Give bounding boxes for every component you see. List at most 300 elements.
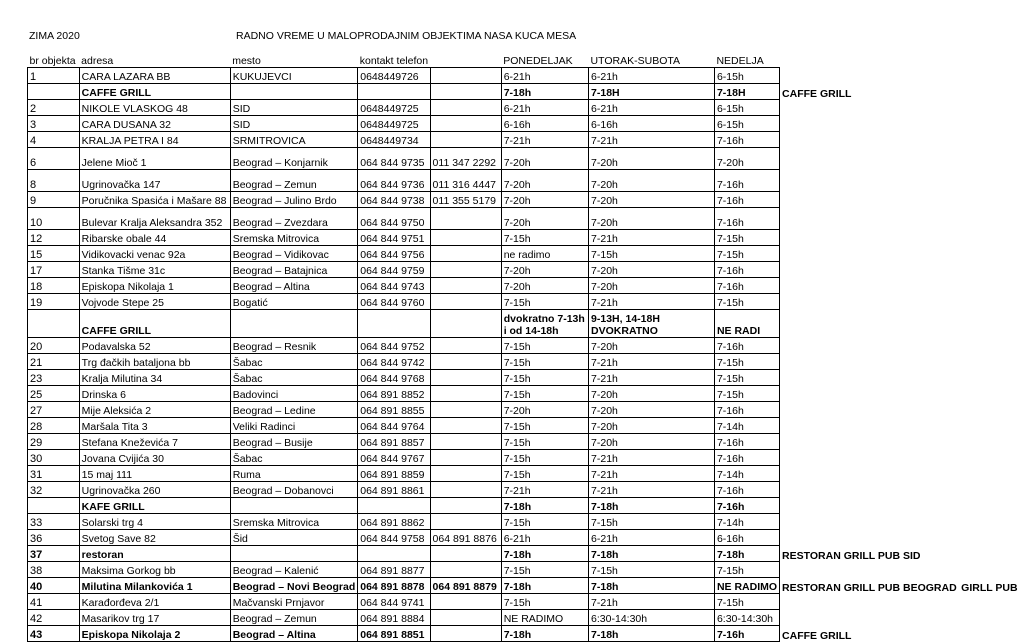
cell-hours-sunday: 7-15h (714, 294, 779, 310)
cell-hours-tue-sat: 6:30-14:30h (589, 610, 715, 626)
cell-phone-secondary: 011 355 5179 (430, 192, 501, 208)
cell-address: NIKOLE VLASKOG 48 (79, 100, 230, 116)
cell-address: Jovana Cvijića 30 (79, 450, 230, 466)
cell-note-extra (959, 148, 1023, 170)
cell-city: Beograd – Vidikovac (230, 246, 358, 262)
cell-store-number: 6 (28, 148, 80, 170)
table-row (28, 246, 1024, 262)
cell-city: Beograd – Zemun (230, 170, 358, 192)
cell-note-extra (959, 192, 1023, 208)
cell-note-extra (959, 294, 1023, 310)
cell-note (780, 370, 960, 386)
cell-hours-sunday: 7-16h (714, 450, 779, 466)
cell-hours-tue-sat: 7-20h (589, 148, 715, 170)
cell-phone-secondary (430, 116, 501, 132)
table-row (28, 626, 1024, 642)
cell-store-number: 33 (28, 514, 80, 530)
cell-note-extra (959, 370, 1023, 386)
cell-phone: 064 844 9742 (358, 354, 430, 370)
cell-hours-monday: 7-21h (501, 482, 588, 498)
cell-hours-tue-sat: 7-15h (589, 246, 715, 262)
season-label: ZIMA 2020 (29, 30, 80, 42)
cell-store-number: 38 (28, 562, 80, 578)
cell-note (780, 116, 960, 132)
cell-hours-tue-sat: 6-16h (589, 116, 715, 132)
cell-hours-tue-sat: 7-15h (589, 514, 715, 530)
cell-note (780, 594, 960, 610)
cell-hours-sunday: NE RADI (714, 310, 779, 338)
cell-note-extra (959, 482, 1023, 498)
cell-hours-monday: 7-15h (501, 386, 588, 402)
cell-hours-sunday: 7-18h (714, 546, 779, 562)
cell-store-number: 25 (28, 386, 80, 402)
cell-hours-tue-sat: 7-20h (589, 434, 715, 450)
cell-phone-secondary (430, 418, 501, 434)
cell-phone (358, 546, 430, 562)
cell-city: Beograd – Julino Brdo (230, 192, 358, 208)
cell-phone: 064 891 8878 (358, 578, 430, 594)
cell-city: Beograd – Konjarnik (230, 148, 358, 170)
table-row (28, 434, 1024, 450)
cell-hours-monday: 6-21h (501, 530, 588, 546)
cell-phone-secondary (430, 278, 501, 294)
cell-phone-secondary (430, 402, 501, 418)
cell-city: Sremska Mitrovica (230, 230, 358, 246)
cell-city: Ruma (230, 466, 358, 482)
cell-phone (358, 84, 430, 100)
cell-hours-tue-sat: 7-21h (589, 482, 715, 498)
cell-note (780, 434, 960, 450)
cell-hours-tue-sat: 7-21h (589, 354, 715, 370)
cell-hours-sunday: 6-15h (714, 68, 779, 84)
cell-hours-monday: 7-21h (501, 132, 588, 148)
cell-address: Poručnika Spasića i Mašare 88 (79, 192, 230, 208)
cell-note-extra (959, 386, 1023, 402)
cell-hours-tue-sat: 7-18h (589, 578, 715, 594)
cell-phone-secondary (430, 386, 501, 402)
col-header: kontakt telefon (359, 55, 429, 67)
cell-phone-secondary (430, 610, 501, 626)
cell-phone: 064 844 9756 (358, 246, 430, 262)
table-row (28, 578, 1024, 594)
cell-city: Beograd – Ledine (230, 402, 358, 418)
table-row (28, 594, 1024, 610)
cell-city: Beograd – Batajnica (230, 262, 358, 278)
cell-hours-sunday: 7-15h (714, 594, 779, 610)
cell-hours-tue-sat: 7-20h (589, 192, 715, 208)
cell-city: Beograd – Altina (230, 278, 358, 294)
cell-phone-secondary (430, 354, 501, 370)
cell-hours-tue-sat: 6-21h (589, 100, 715, 116)
cell-phone-secondary: 064 891 8876 (430, 530, 501, 546)
cell-hours-monday: 7-18h (501, 84, 588, 100)
cell-phone: 064 844 9736 (358, 170, 430, 192)
cell-hours-monday: 7-15h (501, 562, 588, 578)
cell-note-extra (959, 514, 1023, 530)
cell-note-extra (959, 530, 1023, 546)
cell-note (780, 262, 960, 278)
table-row (28, 278, 1024, 294)
cell-phone: 064 844 9752 (358, 338, 430, 354)
cell-hours-sunday: 7-16h (714, 208, 779, 230)
cell-address: Karađorđeva 2/1 (79, 594, 230, 610)
table-row (28, 230, 1024, 246)
cell-store-number: 4 (28, 132, 80, 148)
cell-note-extra (959, 434, 1023, 450)
cell-hours-monday: 6-21h (501, 100, 588, 116)
cell-hours-sunday: 7-16h (714, 132, 779, 148)
cell-address: Drinska 6 (79, 386, 230, 402)
table-row (28, 354, 1024, 370)
cell-hours-monday: 7-20h (501, 278, 588, 294)
cell-phone-secondary (430, 230, 501, 246)
cell-city: KUKUJEVCI (230, 68, 358, 84)
cell-hours-monday: 7-18h (501, 578, 588, 594)
cell-hours-sunday: 7-15h (714, 562, 779, 578)
cell-phone: 064 844 9738 (358, 192, 430, 208)
cell-note-extra (959, 418, 1023, 434)
cell-hours-monday: 7-15h (501, 418, 588, 434)
table-header-row (28, 55, 1024, 68)
cell-hours-monday: 7-15h (501, 434, 588, 450)
cell-note-extra (959, 68, 1023, 84)
cell-hours-sunday: 7-15h (714, 370, 779, 386)
cell-store-number: 43 (28, 626, 80, 642)
cell-phone-secondary (430, 546, 501, 562)
cell-address: CARA DUSANA 32 (79, 116, 230, 132)
cell-phone: 064 844 9758 (358, 530, 430, 546)
cell-note (780, 246, 960, 262)
cell-phone-secondary (430, 482, 501, 498)
cell-city: SID (230, 116, 358, 132)
cell-phone-secondary (430, 450, 501, 466)
cell-address: Milutina Milankovića 1 (79, 578, 230, 594)
cell-city: Bogatić (230, 294, 358, 310)
cell-hours-tue-sat: 6-21h (589, 530, 715, 546)
cell-phone: 064 844 9768 (358, 370, 430, 386)
cell-hours-sunday: 7-15h (714, 386, 779, 402)
cell-store-number: 41 (28, 594, 80, 610)
cell-hours-monday: 7-18h (501, 626, 588, 642)
cell-city (230, 310, 358, 338)
cell-address: Ugrinovačka 147 (79, 170, 230, 192)
table-row (28, 482, 1024, 498)
table-row (28, 450, 1024, 466)
cell-note-extra (959, 278, 1023, 294)
cell-city: Šabac (230, 450, 358, 466)
table-row (28, 466, 1024, 482)
cell-hours-tue-sat: 7-20h (589, 170, 715, 192)
table-row (28, 610, 1024, 626)
table-row (28, 370, 1024, 386)
cell-note-extra: GIRLL PUB (961, 581, 1018, 594)
cell-phone: 064 891 8855 (358, 402, 430, 418)
cell-phone: 0648449726 (358, 68, 430, 84)
cell-note (780, 230, 960, 246)
cell-phone: 064 891 8862 (358, 514, 430, 530)
cell-note-extra (959, 626, 1023, 642)
cell-note (780, 514, 960, 530)
cell-city: Beograd – Novi Beograd (230, 578, 358, 594)
cell-address: Trg đačkih bataljona bb (79, 354, 230, 370)
cell-note (780, 402, 960, 418)
cell-hours-tue-sat: 7-20h (589, 278, 715, 294)
cell-city: Beograd – Busije (230, 434, 358, 450)
table-row (28, 418, 1024, 434)
cell-phone: 064 891 8861 (358, 482, 430, 498)
col-header (430, 55, 501, 68)
cell-store-number: 18 (28, 278, 80, 294)
table-row (28, 116, 1024, 132)
cell-note-extra (959, 208, 1023, 230)
cell-hours-monday: 6-16h (501, 116, 588, 132)
cell-hours-monday: 7-15h (501, 230, 588, 246)
cell-note: RESTORAN GRILL PUB BEOGRAD (782, 581, 957, 594)
cell-note-extra (959, 84, 1023, 100)
cell-address: KAFE GRILL (79, 498, 230, 514)
cell-address: 15 maj 111 (79, 466, 230, 482)
cell-city (230, 84, 358, 100)
cell-hours-sunday: 6-15h (714, 116, 779, 132)
cell-hours-tue-sat: 7-21h (589, 370, 715, 386)
cell-hours-sunday: 7-16h (714, 434, 779, 450)
cell-hours-monday: 7-20h (501, 402, 588, 418)
cell-phone-secondary (430, 294, 501, 310)
cell-phone-secondary: 064 891 8879 (430, 578, 501, 594)
cell-hours-monday: NE RADIMO (501, 610, 588, 626)
cell-note-extra (959, 450, 1023, 466)
cell-note (780, 294, 960, 310)
cell-address: Episkopa Nikolaja 1 (79, 278, 230, 294)
cell-phone-secondary (430, 594, 501, 610)
cell-address: KRALJA PETRA I 84 (79, 132, 230, 148)
cell-address: Masarikov trg 17 (79, 610, 230, 626)
cell-store-number: 28 (28, 418, 80, 434)
cell-hours-sunday: 7-16h (714, 498, 779, 514)
cell-hours-tue-sat: 6-21h (589, 68, 715, 84)
cell-note-extra (959, 546, 1023, 562)
cell-note (780, 208, 960, 230)
cell-note (780, 418, 960, 434)
cell-hours-monday: 7-20h (501, 192, 588, 208)
cell-note-extra (959, 594, 1023, 610)
col-header: PONEDELJAK (503, 55, 573, 67)
cell-store-number: 10 (28, 208, 80, 230)
cell-phone: 064 844 9743 (358, 278, 430, 294)
table-row (28, 100, 1024, 116)
cell-city: Beograd – Dobanovci (230, 482, 358, 498)
table-row (28, 132, 1024, 148)
cell-phone-secondary (430, 514, 501, 530)
cell-note-extra (959, 498, 1023, 514)
cell-note (780, 482, 960, 498)
cell-hours-monday: dvokratno 7-13h i od 14-18h (501, 310, 588, 338)
cell-address: CAFFE GRILL (79, 84, 230, 100)
cell-hours-sunday: 7-14h (714, 418, 779, 434)
cell-phone-secondary (430, 208, 501, 230)
cell-city: Beograd – Kalenić (230, 562, 358, 578)
cell-phone: 064 844 9741 (358, 594, 430, 610)
cell-store-number: 27 (28, 402, 80, 418)
cell-store-number: 20 (28, 338, 80, 354)
cell-hours-sunday: 7-15h (714, 354, 779, 370)
cell-hours-sunday: 7-14h (714, 466, 779, 482)
cell-store-number: 23 (28, 370, 80, 386)
cell-hours-monday: 7-20h (501, 262, 588, 278)
cell-note (780, 310, 960, 338)
cell-hours-sunday: 6-16h (714, 530, 779, 546)
cell-hours-sunday: 7-16h (714, 402, 779, 418)
cell-address: Ugrinovačka 260 (79, 482, 230, 498)
cell-store-number: 36 (28, 530, 80, 546)
table-row (28, 402, 1024, 418)
cell-store-number: 31 (28, 466, 80, 482)
col-header: br objekta (29, 55, 76, 67)
cell-hours-sunday: 7-16h (714, 192, 779, 208)
table-row (28, 208, 1024, 230)
cell-hours-tue-sat: 7-21h (589, 594, 715, 610)
cell-phone: 064 844 9764 (358, 418, 430, 434)
cell-phone: 064 891 8852 (358, 386, 430, 402)
cell-note (780, 610, 960, 626)
cell-address: Jelene Mioč 1 (79, 148, 230, 170)
cell-note-extra (959, 466, 1023, 482)
cell-hours-sunday: 6:30-14:30h (714, 610, 779, 626)
cell-hours-tue-sat: 7-18H (589, 84, 715, 100)
cell-phone: 064 844 9759 (358, 262, 430, 278)
cell-phone: 064 844 9767 (358, 450, 430, 466)
cell-address: Vojvode Stepe 25 (79, 294, 230, 310)
cell-city: Badovinci (230, 386, 358, 402)
cell-phone-secondary (430, 68, 501, 84)
cell-city: SRMITROVICA (230, 132, 358, 148)
cell-note: CAFFE GRILL (782, 629, 852, 642)
table-row (28, 386, 1024, 402)
cell-phone: 064 844 9751 (358, 230, 430, 246)
cell-store-number: 32 (28, 482, 80, 498)
col-header: UTORAK-SUBOTA (590, 55, 681, 67)
cell-phone-secondary (430, 338, 501, 354)
cell-phone: 064 891 8859 (358, 466, 430, 482)
cell-note-extra (959, 610, 1023, 626)
cell-phone: 064 844 9750 (358, 208, 430, 230)
cell-note-extra (959, 100, 1023, 116)
cell-phone: 064 891 8851 (358, 626, 430, 642)
cell-hours-sunday: 7-16h (714, 262, 779, 278)
cell-hours-tue-sat: 7-18h (589, 498, 715, 514)
cell-address: Podavalska 52 (79, 338, 230, 354)
table-row (28, 170, 1024, 192)
cell-note-extra (959, 402, 1023, 418)
cell-note (780, 450, 960, 466)
cell-phone-secondary (430, 466, 501, 482)
cell-note-extra (959, 562, 1023, 578)
cell-hours-monday: 7-15h (501, 450, 588, 466)
cell-phone: 064 844 9760 (358, 294, 430, 310)
cell-store-number: 37 (28, 546, 80, 562)
cell-hours-tue-sat: 7-20h (589, 338, 715, 354)
col-header: adresa (81, 55, 114, 67)
cell-phone-secondary (430, 498, 501, 514)
table-row (28, 84, 1024, 100)
cell-city: Beograd – Resnik (230, 338, 358, 354)
cell-phone: 064 891 8877 (358, 562, 430, 578)
cell-store-number: 9 (28, 192, 80, 208)
cell-note (780, 338, 960, 354)
cell-hours-monday: 7-20h (501, 148, 588, 170)
cell-store-number (28, 498, 80, 514)
cell-note-extra (959, 246, 1023, 262)
cell-hours-tue-sat: 7-21h (589, 132, 715, 148)
cell-phone-secondary (430, 434, 501, 450)
cell-note-extra (959, 338, 1023, 354)
cell-city (230, 498, 358, 514)
cell-store-number: 21 (28, 354, 80, 370)
cell-address: Bulevar Kralja Aleksandra 352 (79, 208, 230, 230)
cell-address: Svetog Save 82 (79, 530, 230, 546)
working-hours-table (27, 55, 1024, 642)
cell-phone-secondary: 011 316 4447 (430, 170, 501, 192)
cell-hours-monday: 7-15h (501, 338, 588, 354)
table-row (28, 148, 1024, 170)
cell-city: Šid (230, 530, 358, 546)
cell-address: Ribarske obale 44 (79, 230, 230, 246)
cell-note-extra (959, 310, 1023, 338)
cell-hours-monday: 7-18h (501, 546, 588, 562)
cell-store-number: 12 (28, 230, 80, 246)
cell-address: CARA LAZARA BB (79, 68, 230, 84)
cell-store-number (28, 84, 80, 100)
cell-address: Vidikovacki venac 92a (79, 246, 230, 262)
table-row (28, 262, 1024, 278)
cell-phone: 064 891 8884 (358, 610, 430, 626)
cell-address: Episkopa Nikolaja 2 (79, 626, 230, 642)
cell-phone: 0648449725 (358, 100, 430, 116)
cell-store-number: 15 (28, 246, 80, 262)
cell-hours-monday: ne radimo (501, 246, 588, 262)
col-header: NEDELJA (716, 55, 764, 67)
cell-phone: 0648449725 (358, 116, 430, 132)
cell-store-number: 29 (28, 434, 80, 450)
cell-hours-monday: 7-18h (501, 498, 588, 514)
cell-hours-sunday: 7-16h (714, 278, 779, 294)
cell-phone (358, 310, 430, 338)
cell-note (780, 132, 960, 148)
table-row (28, 546, 1024, 562)
cell-store-number: 17 (28, 262, 80, 278)
cell-city: Veliki Radinci (230, 418, 358, 434)
col-header: mesto (232, 55, 261, 67)
table-row (28, 562, 1024, 578)
cell-hours-tue-sat: 7-20h (589, 262, 715, 278)
cell-note (780, 354, 960, 370)
cell-hours-sunday: 7-20h (714, 148, 779, 170)
cell-hours-tue-sat: 7-15h (589, 562, 715, 578)
cell-note-extra (959, 116, 1023, 132)
cell-phone-secondary (430, 310, 501, 338)
cell-note (780, 148, 960, 170)
cell-hours-tue-sat: 7-21h (589, 294, 715, 310)
cell-city: Beograd – Zemun (230, 610, 358, 626)
cell-store-number: 42 (28, 610, 80, 626)
cell-store-number (28, 310, 80, 338)
cell-hours-monday: 7-15h (501, 294, 588, 310)
table-row (28, 338, 1024, 354)
cell-hours-tue-sat: 7-21h (589, 230, 715, 246)
cell-hours-monday: 7-15h (501, 370, 588, 386)
cell-phone (358, 498, 430, 514)
cell-address: Stefana Kneževića 7 (79, 434, 230, 450)
